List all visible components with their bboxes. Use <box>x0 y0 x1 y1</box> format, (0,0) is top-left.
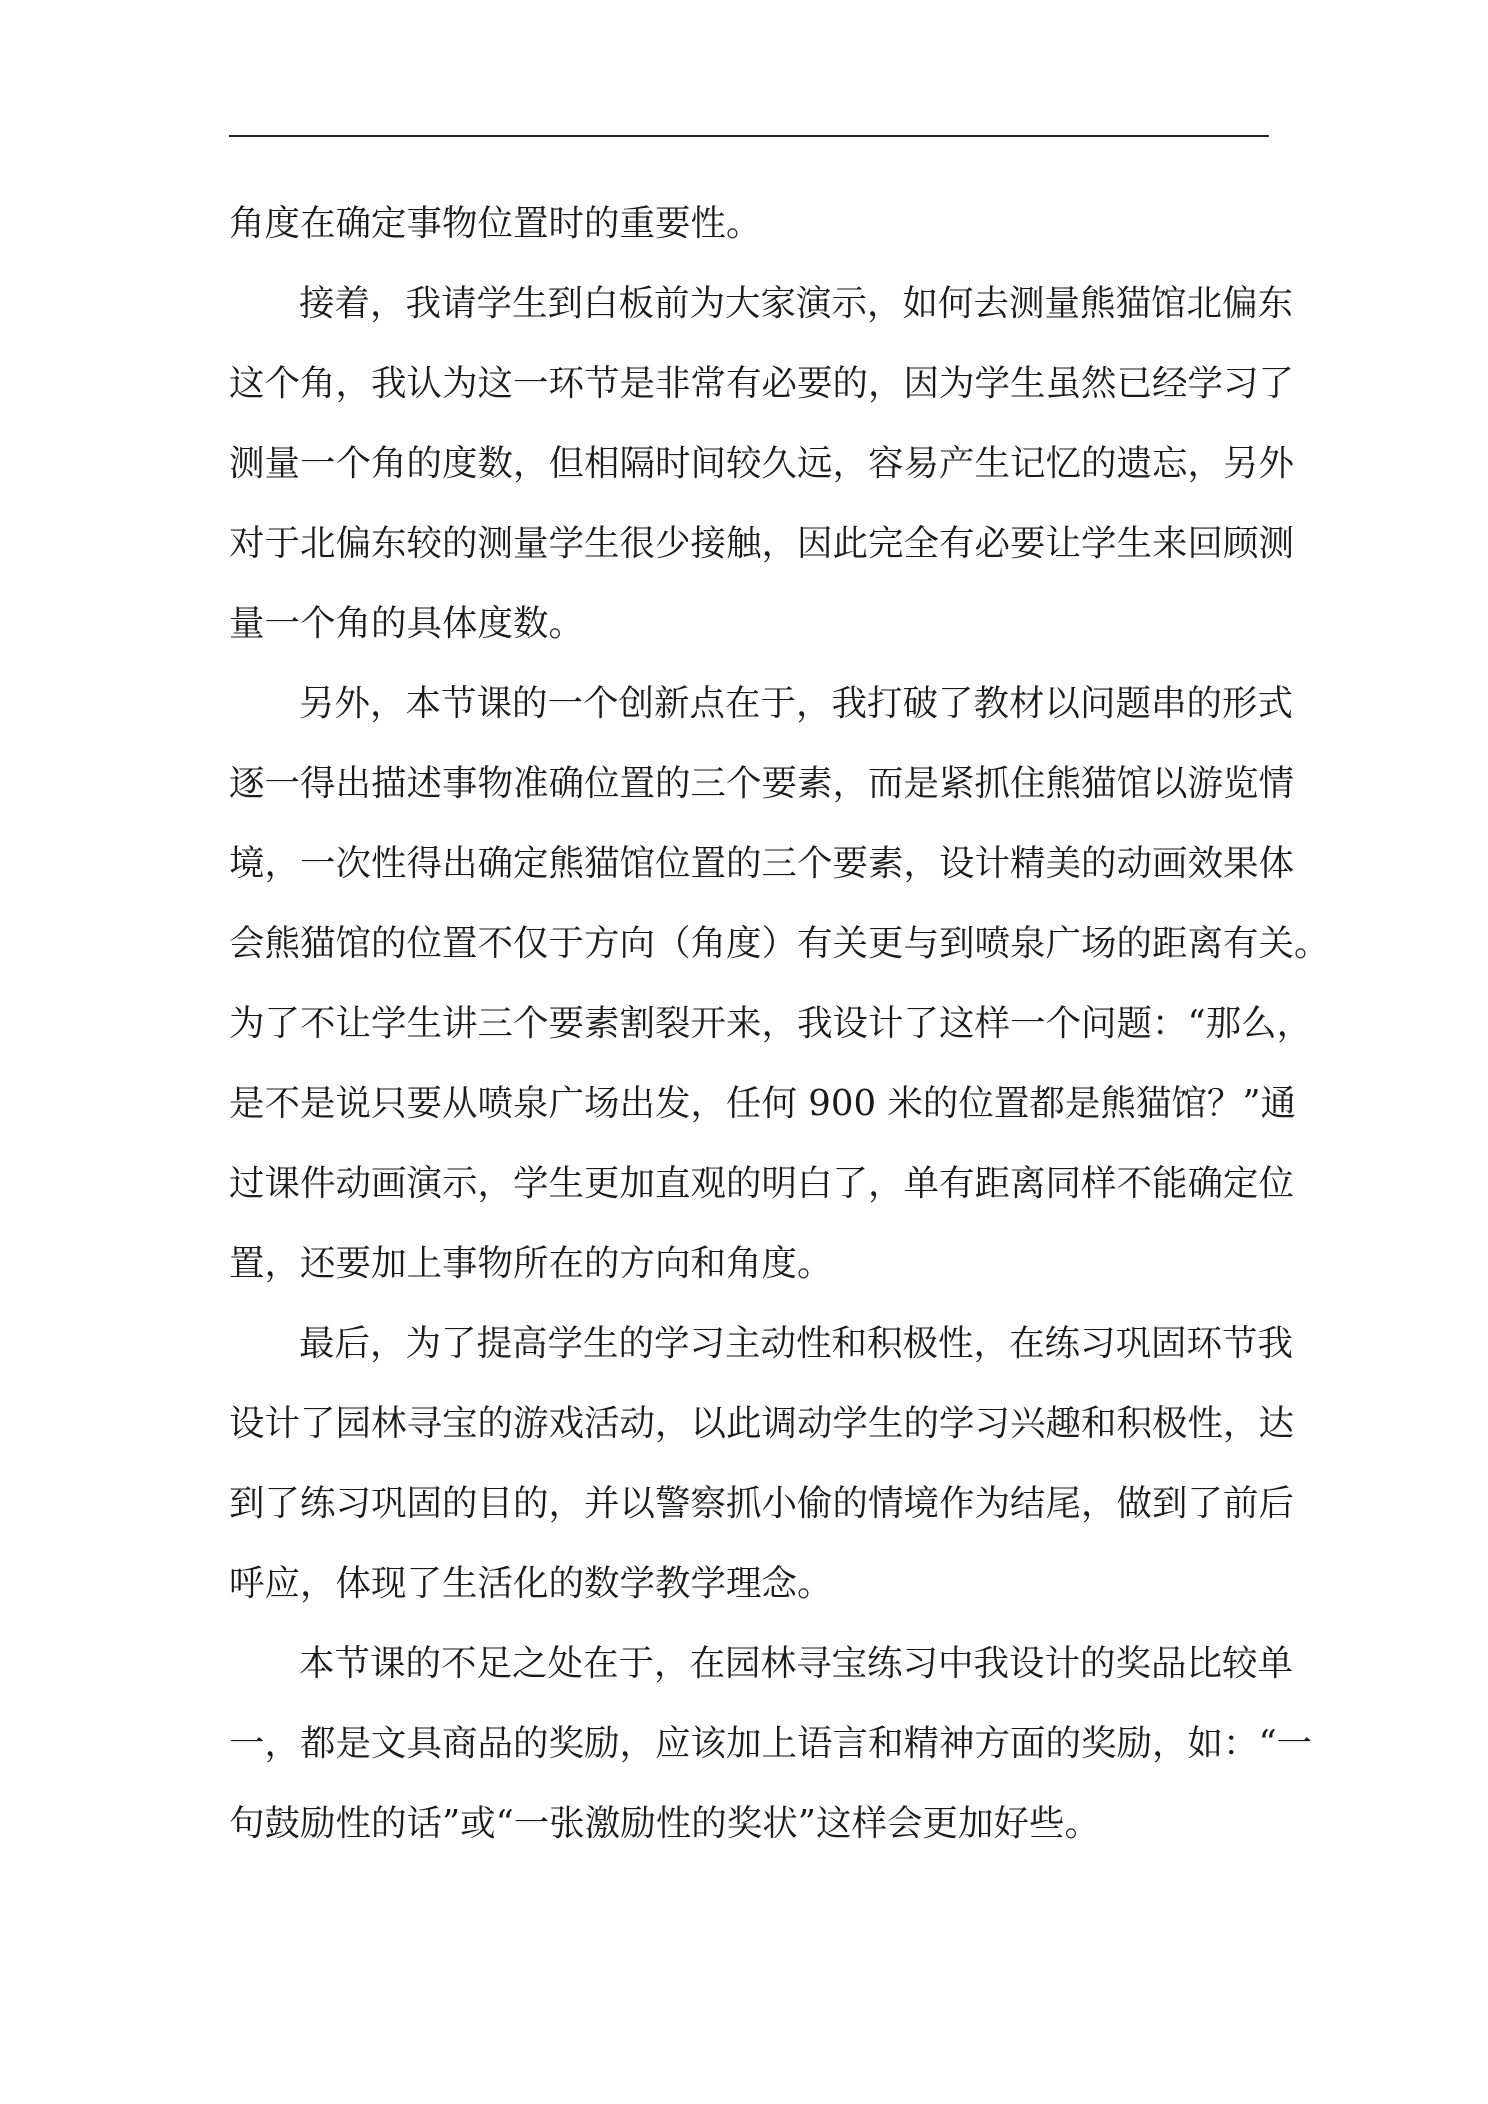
text-line: 一，都是文具商品的奖励，应该加上语言和精神方面的奖励，如：“一 <box>229 1723 1313 1764</box>
text-line: 角度在确定事物位置时的重要性。 <box>229 203 762 244</box>
text-line: 测量一个角的度数，但相隔时间较久远，容易产生记忆的遗忘，另外 <box>229 443 1295 484</box>
text-line: 置，还要加上事物所在的方向和角度。 <box>229 1243 833 1284</box>
text-line: 另外，本节课的一个创新点在于，我打破了教材以问题串的形式 <box>299 683 1294 724</box>
paragraph <box>229 1315 1295 1635</box>
paragraph <box>229 275 1295 675</box>
text-line: 量一个角的具体度数。 <box>229 603 585 644</box>
paragraph <box>229 195 1269 275</box>
text-line: 到了练习巩固的目的，并以警察抓小偷的情境作为结尾，做到了前后 <box>229 1483 1295 1524</box>
text-line: 过课件动画演示，学生更加直观的明白了，单有距离同样不能确定位 <box>229 1163 1295 1204</box>
text-line: 设计了园林寻宝的游戏活动，以此调动学生的学习兴趣和积极性，达 <box>229 1403 1295 1444</box>
text-line: 这个角，我认为这一环节是非常有必要的，因为学生虽然已经学习了 <box>229 363 1295 404</box>
text-line: 本节课的不足之处在于，在园林寻宝练习中我设计的奖品比较单 <box>299 1643 1294 1684</box>
text-line: 是不是说只要从喷泉广场出发，任何 900 米的位置都是熊猫馆？”通 <box>229 1083 1296 1124</box>
body-text <box>229 195 1330 1875</box>
text-line: 对于北偏东较的测量学生很少接触，因此完全有必要让学生来回顾测 <box>229 523 1295 564</box>
text-line: 境，一次性得出确定熊猫馆位置的三个要素，设计精美的动画效果体 <box>229 843 1295 884</box>
text-line: 接着，我请学生到白板前为大家演示，如何去测量熊猫馆北偏东 <box>299 283 1294 324</box>
header-rule <box>229 135 1269 137</box>
text-line: 为了不让学生讲三个要素割裂开来，我设计了这样一个问题：“那么， <box>229 1003 1313 1044</box>
text-line: 最后，为了提高学生的学习主动性和积极性，在练习巩固环节我 <box>299 1323 1294 1364</box>
text-line: 句鼓励性的话”或“一张激励性的奖状”这样会更加好些。 <box>229 1803 1100 1844</box>
paragraph <box>229 675 1330 1315</box>
text-line: 会熊猫馆的位置不仅于方向（角度）有关更与到喷泉广场的距离有关。 <box>229 923 1330 964</box>
text-line: 逐一得出描述事物准确位置的三个要素，而是紧抓住熊猫馆以游览情 <box>229 763 1295 804</box>
paragraph <box>229 1635 1313 1875</box>
text-line: 呼应，体现了生活化的数学教学理念。 <box>229 1563 833 1604</box>
